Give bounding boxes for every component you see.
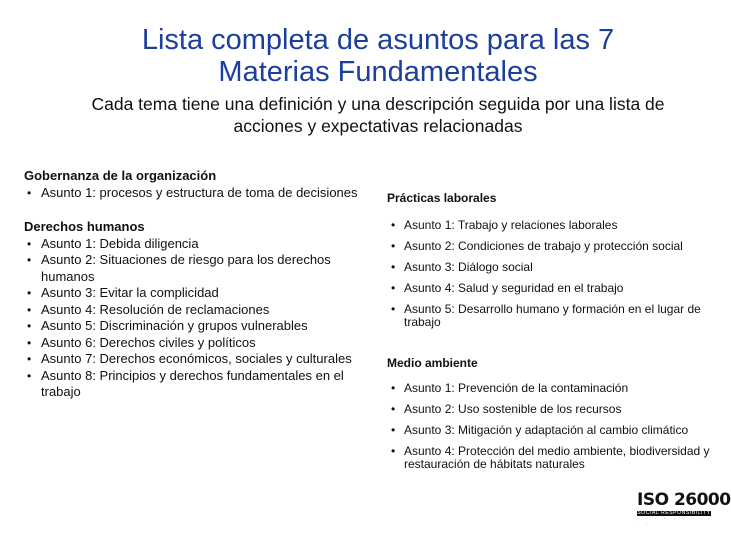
section-heading: Medio ambiente xyxy=(387,356,478,370)
list-item-text: Asunto 4: Resolución de reclamaciones xyxy=(41,301,270,317)
bullet-icon: • xyxy=(391,260,396,274)
section-gobernanza xyxy=(24,168,359,201)
bullet-icon: • xyxy=(27,319,32,333)
list-item xyxy=(24,335,359,352)
list-item-text: Asunto 1: Trabajo y relaciones laborales xyxy=(404,218,618,232)
bullet-icon: • xyxy=(27,253,32,267)
bullet-icon: • xyxy=(391,423,396,437)
bullet-icon: • xyxy=(27,335,32,350)
bullet-icon: • xyxy=(27,302,32,317)
list-item xyxy=(24,285,359,302)
list-item-text: Asunto 4: Salud y seguridad en el trabajo xyxy=(404,281,624,295)
list-item-text: Asunto 3: Mitigación y adaptación al cambio climático xyxy=(404,423,689,437)
list-item-text: Asunto 2: Situaciones de riesgo para los derechos humanos xyxy=(41,252,331,284)
bullet-icon: • xyxy=(27,236,32,251)
list-item-text: Asunto 1: Prevención de la contaminación xyxy=(404,381,629,395)
page-title: Lista completa de asuntos para las 7 Materias Fundamentales xyxy=(141,24,615,88)
section-heading: Prácticas laborales xyxy=(387,191,497,205)
bullet-icon: • xyxy=(27,352,32,366)
list-item xyxy=(387,240,717,253)
bullet-icon: • xyxy=(27,368,32,383)
list-item xyxy=(387,445,717,471)
list-item-text: Asunto 6: Derechos civiles y políticos xyxy=(41,334,256,350)
list-item xyxy=(387,282,717,295)
list-item-text: Asunto 7: Derechos económicos, sociales y culturales xyxy=(41,351,352,366)
bullet-icon: • xyxy=(391,381,396,395)
list-item-text: Asunto 4: Protección del medio ambiente, biodiversidad y restauración de hábitats naturales xyxy=(404,444,710,471)
bullet-icon: • xyxy=(27,286,32,300)
list-item xyxy=(387,303,717,329)
logo-text: ISO 26000 xyxy=(637,490,731,510)
list-item xyxy=(387,382,717,395)
bullet-icon: • xyxy=(391,402,396,416)
list-item-text: Asunto 3: Evitar la complicidad xyxy=(41,285,219,300)
right-column xyxy=(387,192,717,499)
list-item xyxy=(24,351,359,368)
list-item-text: Asunto 2: Condiciones de trabajo y protección social xyxy=(404,239,683,253)
section-derechos-humanos xyxy=(24,219,359,401)
list-item-text: Asunto 8: Principios y derechos fundamentales en el trabajo xyxy=(41,367,344,399)
list-item xyxy=(387,261,717,274)
list-item xyxy=(24,185,359,202)
bullet-list xyxy=(24,185,359,202)
bullet-list xyxy=(24,236,359,401)
list-item xyxy=(24,252,359,285)
page-subtitle: Cada tema tiene una definición y una descripción seguida por una lista de acciones y expectativas relacionadas xyxy=(91,94,665,136)
list-item-text: Asunto 1: procesos y estructura de toma de decisiones xyxy=(41,184,358,200)
list-item xyxy=(24,368,359,401)
bullet-icon: • xyxy=(391,281,396,295)
list-item xyxy=(24,236,359,253)
logo-dots: · · · · · · · · · · xyxy=(637,516,706,527)
iso-26000-logo xyxy=(637,490,731,527)
section-practicas-laborales xyxy=(387,192,717,329)
section-heading: Gobernanza de la organización xyxy=(24,168,217,183)
list-item xyxy=(24,318,359,335)
section-heading: Derechos humanos xyxy=(24,219,145,234)
section-medio-ambiente xyxy=(387,357,717,471)
bullet-icon: • xyxy=(391,302,396,316)
list-item-text: Asunto 2: Uso sostenible de los recursos xyxy=(404,402,622,416)
bullet-list xyxy=(387,219,717,329)
bullet-icon: • xyxy=(391,444,396,458)
list-item xyxy=(387,424,717,437)
bullet-list xyxy=(387,382,717,471)
list-item-text: Asunto 5: Desarrollo humano y formación en el lugar de trabajo xyxy=(404,302,701,329)
list-item-text: Asunto 3: Diálogo social xyxy=(404,260,533,274)
bullet-icon: • xyxy=(27,185,32,200)
logo-subtext: SOCIAL RESPONSIBILITY xyxy=(637,510,711,516)
left-column xyxy=(24,168,359,419)
bullet-icon: • xyxy=(391,239,396,253)
list-item xyxy=(24,302,359,319)
list-item xyxy=(387,403,717,416)
list-item xyxy=(387,219,717,232)
list-item-text: Asunto 1: Debida diligencia xyxy=(41,235,199,251)
list-item-text: Asunto 5: Discriminación y grupos vulnerables xyxy=(41,318,308,333)
bullet-icon: • xyxy=(391,218,396,232)
